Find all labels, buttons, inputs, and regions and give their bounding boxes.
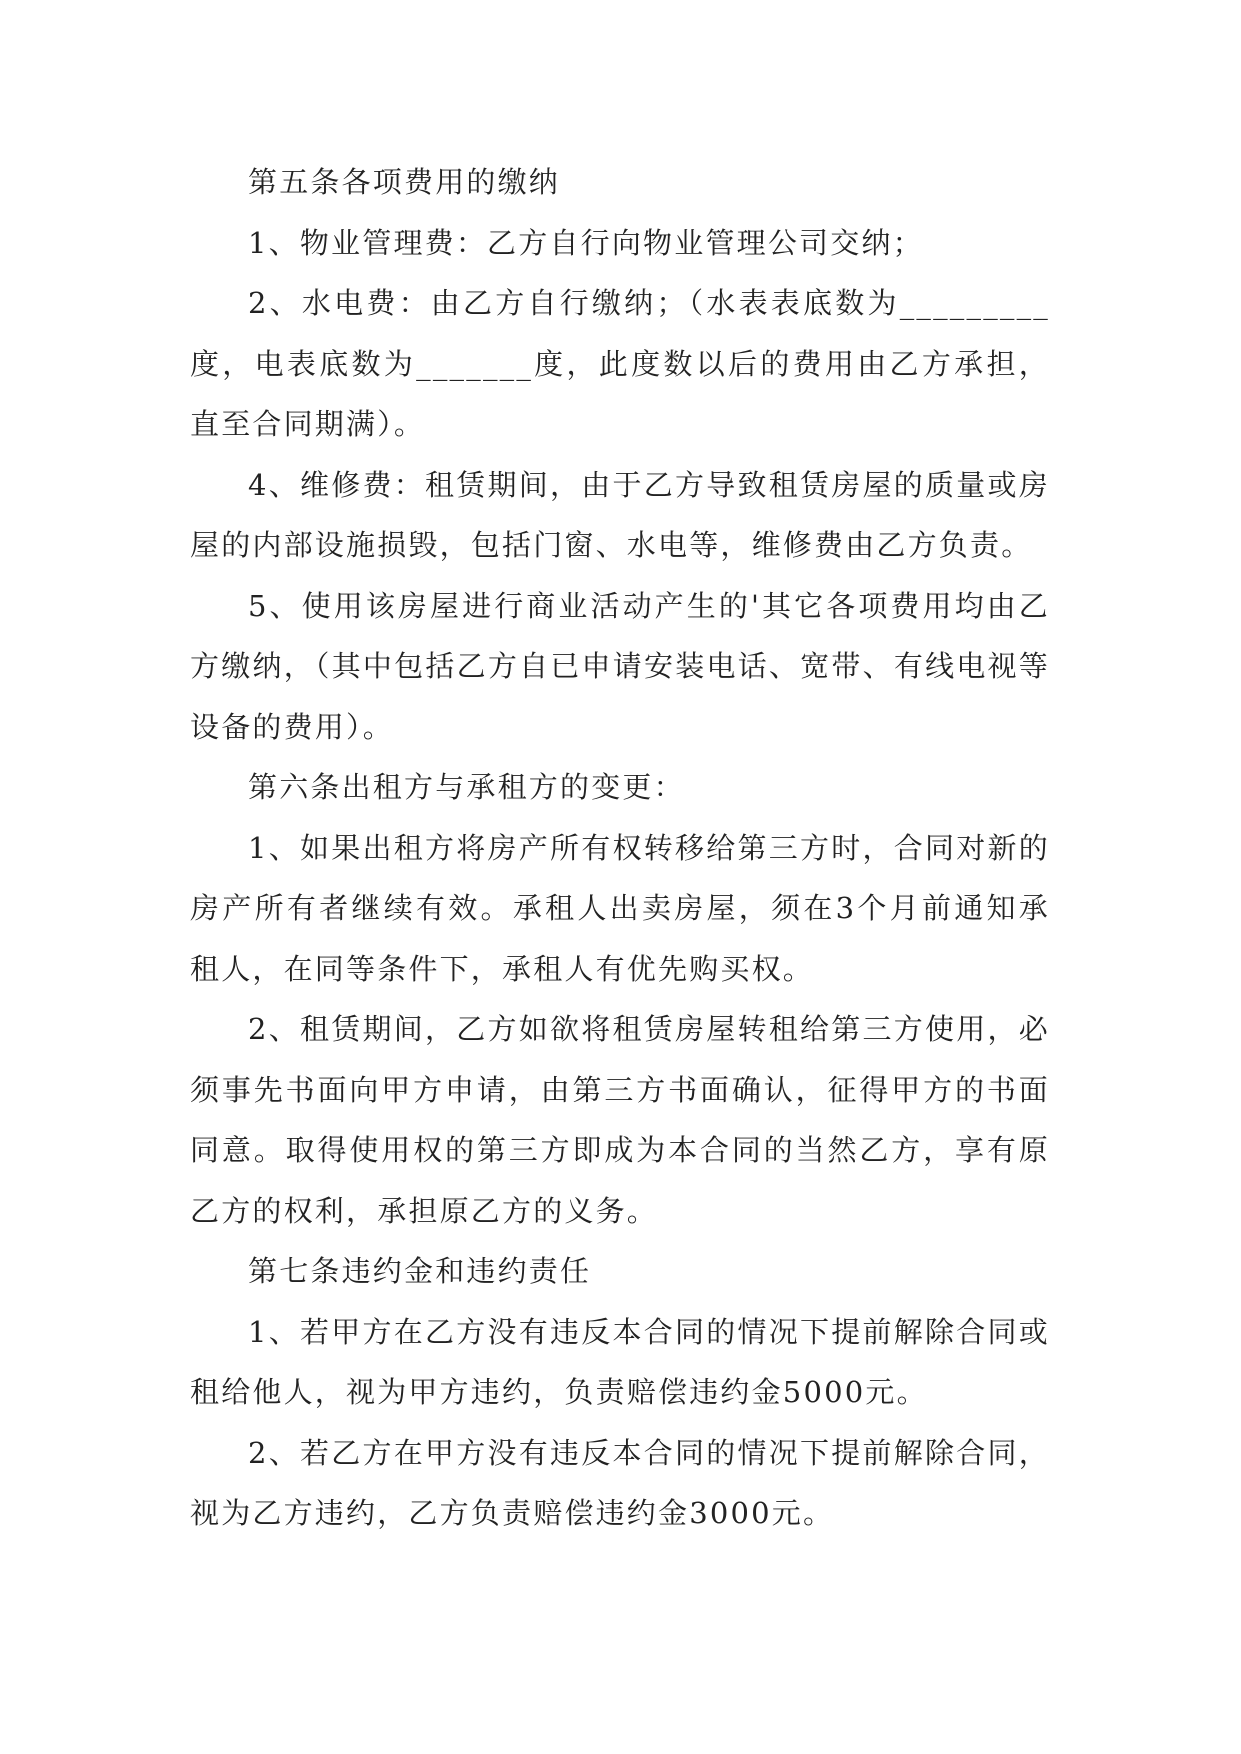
paragraph: 2、若乙方在甲方没有违反本合同的情况下提前解除合同，视为乙方违约，乙方负责赔偿违约金3000元。 <box>190 1435 1050 1530</box>
section-heading-5: 第五条各项费用的缴纳 <box>248 165 561 199</box>
paragraph: 2、水电费：由乙方自行缴纳；（水表表底数为_________度，电表底数为_______度，此度数以后的费用由乙方承担，直至合同期满）。 <box>190 286 1050 441</box>
paragraph: 1、若甲方在乙方没有违反本合同的情况下提前解除合同或租给他人，视为甲方违约，负责赔偿违约金5000元。 <box>190 1314 1050 1409</box>
paragraph: 5、使用该房屋进行商业活动产生的'其它各项费用均由乙方缴纳，（其中包括乙方自已申请安装电话、宽带、有线电视等设备的费用）。 <box>190 588 1050 744</box>
paragraph: 4、维修费：租赁期间，由于乙方导致租赁房屋的质量或房屋的内部设施损毁，包括门窗、水电等，维修费由乙方负责。 <box>190 467 1050 562</box>
paragraph: 1、物业管理费：乙方自行向物业管理公司交纳； <box>248 225 924 260</box>
paragraph: 2、租赁期间，乙方如欲将租赁房屋转租给第三方使用，必须事先书面向甲方申请，由第三方书面确认，征得甲方的书面同意。取得使用权的第三方即成为本合同的当然乙方，享有原乙方的权利，承担原乙方的义务。 <box>190 1012 1050 1228</box>
section-heading-7: 第七条违约金和违约责任 <box>248 1254 592 1288</box>
paragraph: 1、如果出租方将房产所有权转移给第三方时，合同对新的房产所有者继续有效。承租人出卖房屋，须在3个月前通知承租人，在同等条件下，承租人有优先购买权。 <box>190 830 1050 986</box>
document-body <box>190 152 1050 1544</box>
section-heading-6: 第六条出租方与承租方的变更： <box>248 770 685 804</box>
